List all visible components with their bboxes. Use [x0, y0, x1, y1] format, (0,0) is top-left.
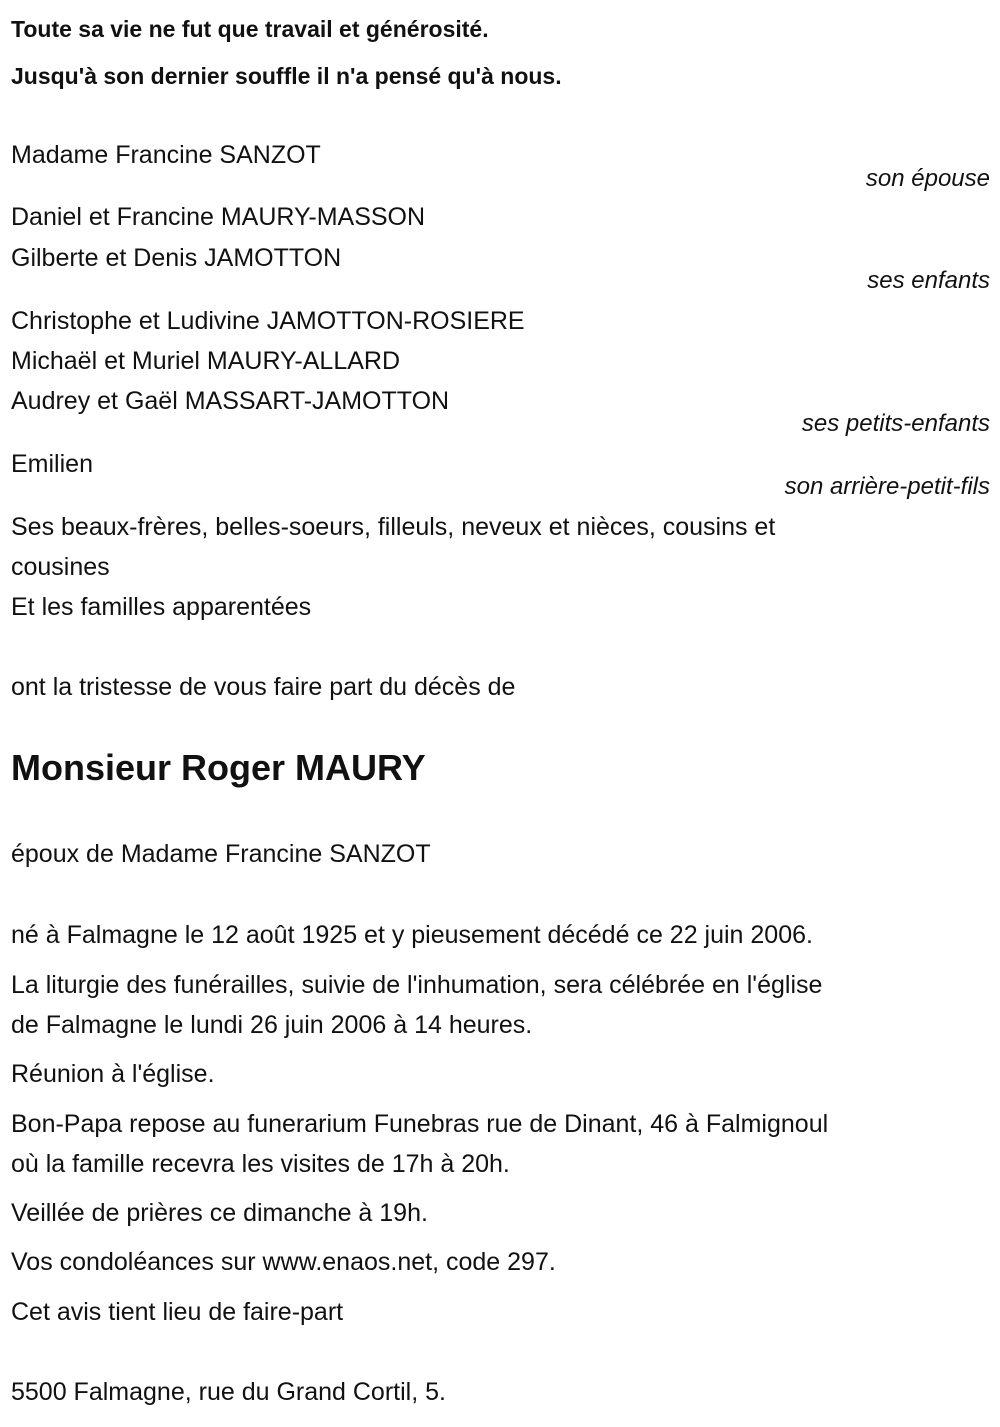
child-name: Daniel et Francine MAURY-MASSON	[11, 203, 426, 231]
great-grandchild-name: Emilien	[11, 450, 93, 478]
deceased-name: Monsieur Roger MAURY	[11, 747, 426, 788]
spouse-role: son épouse	[865, 165, 990, 192]
detail-line: Bon-Papa repose au funerarium Funebras rue de Dinant, 46 à Falmignoul	[11, 1110, 829, 1138]
other-relatives: Et les familles apparentées	[11, 593, 312, 621]
other-relatives: cousines	[11, 553, 110, 581]
detail-line: Vos condoléances sur www.enaos.net, code 297.	[11, 1248, 556, 1276]
other-relatives: Ses beaux-frères, belles-soeurs, filleuls, neveux et nièces, cousins et	[11, 513, 776, 541]
grandchild-name: Michaël et Muriel MAURY-ALLARD	[11, 347, 401, 375]
child-name: Gilberte et Denis JAMOTTON	[11, 244, 342, 272]
grandchild-name: Audrey et Gaël MASSART-JAMOTTON	[11, 387, 450, 415]
motto-line: Jusqu'à son dernier souffle il n'a pensé qu'à nous.	[11, 63, 562, 89]
announcement: ont la tristesse de vous faire part du décès de	[11, 673, 516, 701]
detail-line: Réunion à l'église.	[11, 1060, 215, 1088]
address: 5500 Falmagne, rue du Grand Cortil, 5.	[11, 1378, 446, 1406]
spouse-of: époux de Madame Francine SANZOT	[11, 840, 431, 868]
grandchildren-role: ses petits-enfants	[801, 410, 990, 437]
detail-line: La liturgie des funérailles, suivie de l'inhumation, sera célébrée en l'église	[11, 971, 823, 999]
detail-line: où la famille recevra les visites de 17h à 20h.	[11, 1150, 510, 1178]
children-role: ses enfants	[867, 267, 990, 294]
grandchild-name: Christophe et Ludivine JAMOTTON-ROSIERE	[11, 307, 525, 335]
great-grandchild-role: son arrière-petit-fils	[784, 473, 990, 500]
detail-line: né à Falmagne le 12 août 1925 et y pieusement décédé ce 22 juin 2006.	[11, 921, 813, 949]
spouse-name: Madame Francine SANZOT	[11, 141, 321, 169]
detail-line: de Falmagne le lundi 26 juin 2006 à 14 heures.	[11, 1011, 533, 1039]
motto-line: Toute sa vie ne fut que travail et générosité.	[11, 16, 489, 42]
detail-line: Cet avis tient lieu de faire-part	[11, 1298, 344, 1326]
detail-line: Veillée de prières ce dimanche à 19h.	[11, 1199, 428, 1227]
